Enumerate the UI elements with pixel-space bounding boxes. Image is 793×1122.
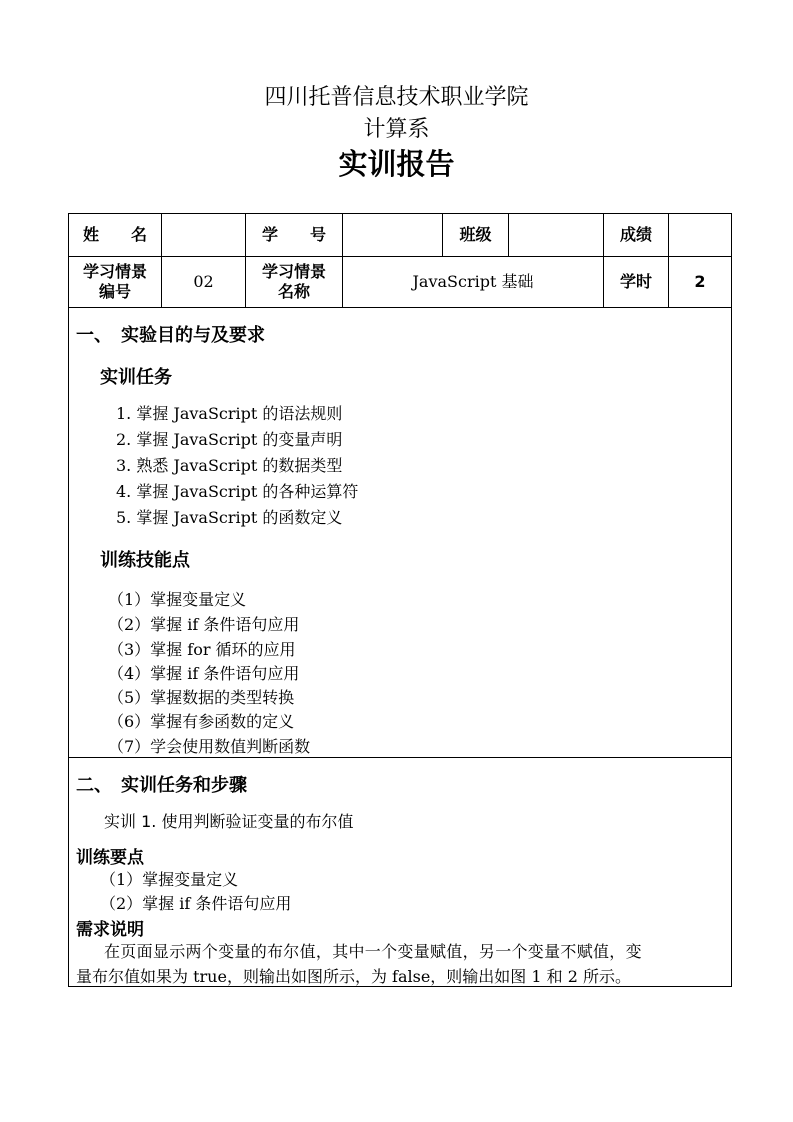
task-item: 3. 熟悉 JavaScript 的数据类型: [116, 456, 343, 475]
department: 计算系: [363, 117, 430, 142]
info-table: [68, 213, 732, 308]
skill-item: （5）掌握数据的类型转换: [108, 688, 295, 707]
scene-name-label: 学习情景名称: [246, 257, 343, 308]
task-item: 5. 掌握 JavaScript 的函数定义: [116, 508, 343, 527]
score-field[interactable]: [669, 214, 732, 257]
section2-title: 二、 实训任务和步骤: [76, 775, 247, 796]
scene-name: JavaScript 基础: [343, 257, 604, 308]
task-item: 4. 掌握 JavaScript 的各种运算符: [116, 482, 359, 501]
requirement-title: 需求说明: [76, 920, 144, 940]
scene-no: 02: [162, 257, 246, 308]
point-item: （2）掌握 if 条件语句应用: [100, 894, 292, 913]
report-title: 实训报告: [338, 147, 455, 181]
point-item: （1）掌握变量定义: [100, 870, 239, 889]
id-field[interactable]: [343, 214, 443, 257]
class-field[interactable]: [509, 214, 604, 257]
name-field[interactable]: [162, 214, 246, 257]
skill-item: （3）掌握 for 循环的应用: [108, 640, 296, 659]
hours: 2: [669, 257, 732, 308]
score-label: 成绩: [604, 214, 669, 257]
class-label: 班级: [443, 214, 509, 257]
school-name: 四川托普信息技术职业学院: [264, 85, 529, 110]
hours-label: 学时: [604, 257, 669, 308]
points-title: 训练要点: [76, 848, 144, 868]
task-item: 2. 掌握 JavaScript 的变量声明: [116, 430, 343, 449]
skill-item: （4）掌握 if 条件语句应用: [108, 664, 300, 683]
tasks-title: 实训任务: [100, 367, 172, 388]
exercise-title: 实训 1. 使用判断验证变量的布尔值: [104, 812, 354, 831]
task-item: 1. 掌握 JavaScript 的语法规则: [116, 404, 343, 423]
skill-item: （2）掌握 if 条件语句应用: [108, 615, 300, 634]
skills-title: 训练技能点: [100, 550, 190, 571]
id-label: 学 号: [246, 214, 343, 257]
name-label: 姓 名: [69, 214, 162, 257]
scene-no-label: 学习情景编号: [69, 257, 162, 308]
section1-title: 一、 实验目的与及要求: [76, 325, 265, 346]
skill-item: （7）学会使用数值判断函数: [108, 737, 311, 756]
requirement-line: 在页面显示两个变量的布尔值，其中一个变量赋值，另一个变量不赋值，变: [104, 942, 642, 961]
skill-item: （1）掌握变量定义: [108, 590, 247, 609]
requirement-line: 量布尔值如果为 true，则输出如图所示，为 false，则输出如图 1 和 2 所示。: [76, 967, 631, 986]
skill-item: （6）掌握有参函数的定义: [108, 712, 295, 731]
